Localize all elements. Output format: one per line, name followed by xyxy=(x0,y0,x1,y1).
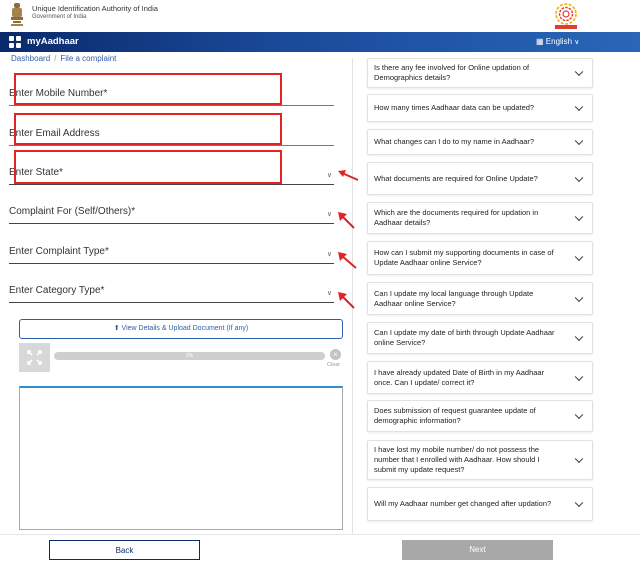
next-button[interactable]: Next xyxy=(402,540,553,560)
complaint-type-select[interactable] xyxy=(9,240,334,264)
top-navbar xyxy=(0,32,640,52)
complaint-type-label: Enter Complaint Type* xyxy=(9,246,109,257)
category-type-select[interactable] xyxy=(9,279,334,303)
faq-item[interactable] xyxy=(367,361,593,394)
complaint-for-select[interactable] xyxy=(9,200,334,224)
clear-icon[interactable]: × xyxy=(330,349,341,360)
complaint-for-label: Complaint For (Self/Others)* xyxy=(9,206,136,217)
email-address-label: Enter Email Address xyxy=(9,128,100,139)
upload-progress-bar xyxy=(54,352,325,360)
annotation-arrow-icon xyxy=(336,250,360,272)
faq-item[interactable] xyxy=(367,440,593,480)
faq-question: Can I update my date of birth through Update Aadhaar online Service? xyxy=(374,328,555,347)
clear-label[interactable]: Clear xyxy=(327,362,341,368)
chevron-down-icon xyxy=(575,499,583,507)
translate-icon: ▦ xyxy=(536,37,544,46)
faq-question: Will my Aadhaar number get changed after updation? xyxy=(374,499,552,508)
highlight-box-state xyxy=(14,150,282,184)
org-name: Unique Identification Authority of India xyxy=(32,4,158,13)
language-selector[interactable] xyxy=(536,37,579,46)
faq-question: What documents are required for Online Update? xyxy=(374,173,538,183)
chevron-down-icon: ∨ xyxy=(326,172,332,179)
chevron-down-icon xyxy=(575,68,583,76)
faq-item[interactable] xyxy=(367,58,593,88)
highlight-box-mobile xyxy=(14,73,282,105)
faq-item[interactable] xyxy=(367,94,593,122)
category-type-label: Enter Category Type* xyxy=(9,285,105,296)
chevron-down-icon xyxy=(575,293,583,301)
faq-question: How many times Aadhaar data can be updated? xyxy=(374,103,535,112)
upload-document-label: View Details & Upload Document (If any) xyxy=(121,325,249,332)
aadhaar-logo-icon xyxy=(553,2,579,30)
annotation-arrow-icon xyxy=(336,210,358,232)
chevron-down-icon xyxy=(575,173,583,181)
chevron-down-icon xyxy=(575,213,583,221)
language-label: English xyxy=(545,37,573,46)
annotation-arrow-icon xyxy=(336,168,360,182)
upload-progress-text: 0% xyxy=(185,353,194,359)
chevron-down-icon: ∨ xyxy=(326,211,332,218)
national-emblem-icon xyxy=(9,2,25,28)
faq-item[interactable] xyxy=(367,282,593,315)
state-label: Enter State* xyxy=(9,167,63,178)
faq-item[interactable] xyxy=(367,322,593,354)
grid-menu-icon[interactable] xyxy=(9,36,22,48)
upload-document-button[interactable] xyxy=(19,319,343,339)
faq-item[interactable] xyxy=(367,162,593,195)
breadcrumb-current: File a complaint xyxy=(60,54,117,63)
back-button[interactable]: Back xyxy=(49,540,200,560)
chevron-down-icon: ∨ xyxy=(574,39,580,46)
faq-question: Does submission of request guarantee update of demographic information? xyxy=(374,406,536,425)
faq-item[interactable] xyxy=(367,400,593,432)
breadcrumb-separator: / xyxy=(54,54,57,63)
breadcrumb xyxy=(11,54,116,63)
faq-question: What changes can I do to my name in Aadhaar? xyxy=(374,137,535,146)
chevron-down-icon: ∨ xyxy=(326,290,332,297)
chevron-down-icon xyxy=(575,103,583,111)
faq-item[interactable] xyxy=(367,129,593,155)
chevron-down-icon xyxy=(575,372,583,380)
faq-question: I have lost my mobile number/ do not possess the number that I enrolled with Aadhaar. How should I submit my update request? xyxy=(374,445,540,474)
chevron-down-icon: ∨ xyxy=(326,251,332,258)
org-subtitle: Government of India xyxy=(32,14,87,20)
faq-question: Can I update my local language through Update Aadhaar online Service? xyxy=(374,288,534,308)
faq-question: Is there any fee involved for Online updation of Demographics details? xyxy=(374,63,530,82)
faq-item[interactable] xyxy=(367,241,593,275)
chevron-down-icon xyxy=(575,253,583,261)
highlight-box-email xyxy=(14,113,282,145)
faq-question: How can I submit my supporting documents in case of Update Aadhaar online Service? xyxy=(374,248,554,267)
breadcrumb-home[interactable]: Dashboard xyxy=(11,54,51,63)
expand-icon xyxy=(19,343,50,372)
complaint-description-textarea[interactable] xyxy=(19,386,343,530)
faq-item[interactable] xyxy=(367,202,593,234)
mobile-number-label: Enter Mobile Number* xyxy=(9,88,108,99)
chevron-down-icon xyxy=(575,137,583,145)
faq-item[interactable] xyxy=(367,487,593,521)
faq-question: I have already updated Date of Birth in my Aadhaar once. Can I update/ correct it? xyxy=(374,367,545,387)
chevron-down-icon xyxy=(575,411,583,419)
faq-question: Which are the documents required for updation in Aadhaar details? xyxy=(374,208,539,227)
chevron-down-icon xyxy=(575,455,583,463)
chevron-down-icon xyxy=(575,333,583,341)
document-preview-thumbnail[interactable] xyxy=(19,343,50,372)
upload-icon: ⬆ xyxy=(113,325,120,332)
brand-name[interactable]: myAadhaar xyxy=(27,36,79,47)
gov-header xyxy=(0,0,640,32)
annotation-arrow-icon xyxy=(336,290,358,312)
